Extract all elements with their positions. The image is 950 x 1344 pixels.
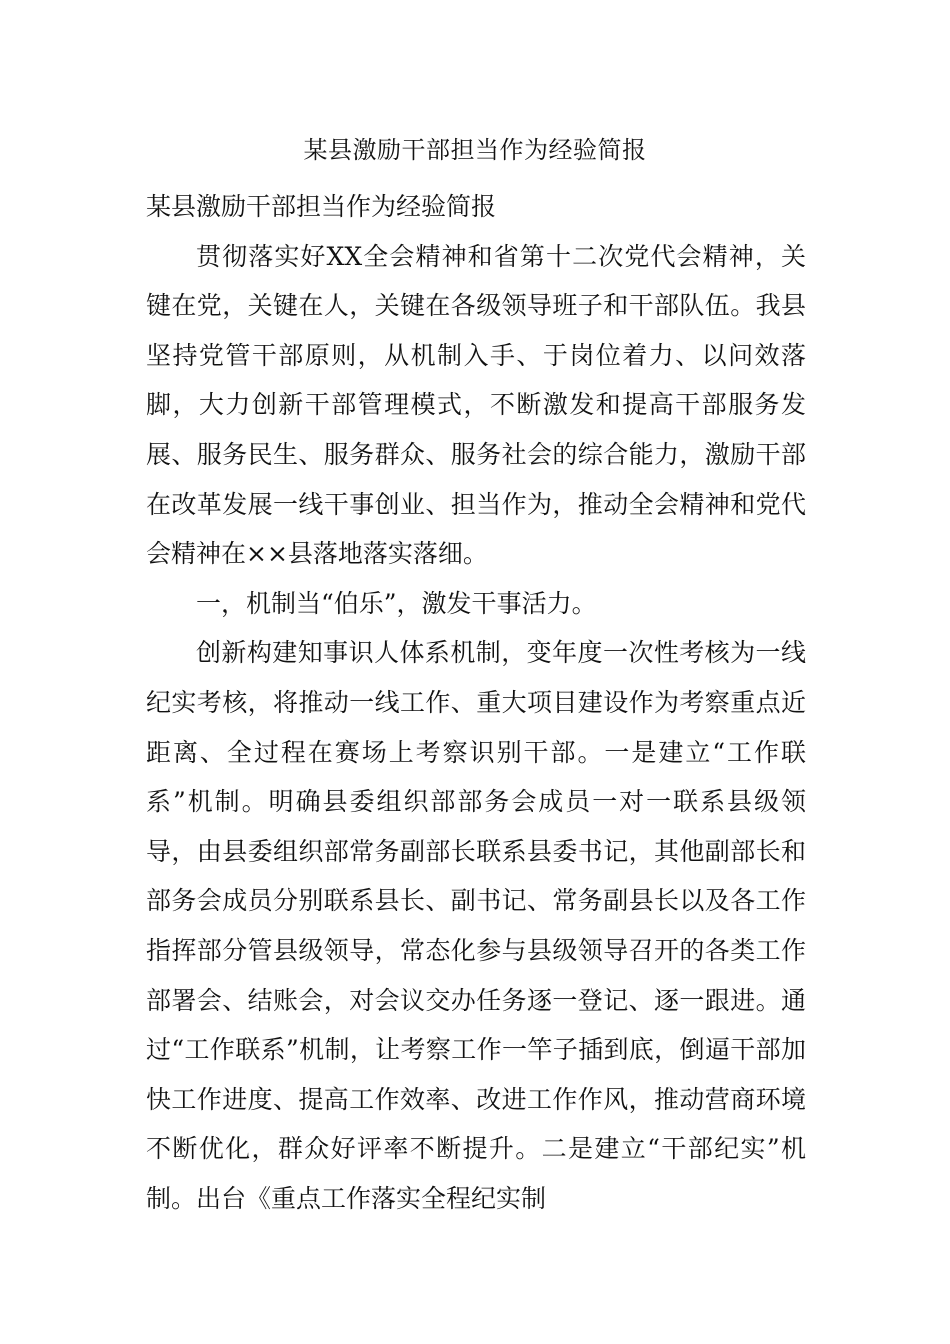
document-body (146, 182, 806, 1223)
paragraph-section-1: 创新构建知事识人体系机制，变年度一次性考核为一线纪实考核，将推动一线工作、重大项目建设作为考察重点近距离、全过程在赛场上考察识别干部。一是建立“工作联系”机制。明确县委组织部部务会成员一对一联系县级领导，由县委组织部常务副部长联系县委书记，其他副部长和部务会成员分别联系县长、副书记、常务副县长以及各工作指挥部分管县级领导，常态化参与县级领导召开的各类工作部署会、结账会，对会议交办任务逐一登记、逐一跟进。通过“工作联系”机制，让考察工作一竿子插到底，倒逼干部加快工作进度、提高工作效率、改进工作作风，推动营商环境不断优化，群众好评率不断提升。二是建立“干部纪实”机制。出台《重点工作落实全程纪实制 (146, 638, 806, 1213)
paragraph-intro: 贯彻落实好XX全会精神和省第十二次党代会精神，关键在党，关键在人，关键在各级领导班子和干部队伍。我县坚持党管干部原则，从机制入手、于岗位着力、以问效落脚，大力创新干部管理模式，不断激发和提高干部服务发展、服务民生、服务群众、服务社会的综合能力，激励干部在改革发展一线干事创业、担当作为，推动全会精神和党代会精神在××县落地落实落细。 (146, 241, 806, 569)
document-title: 某县激励干部担当作为经验简报 (303, 136, 647, 164)
section-heading-1: 一，机制当“伯乐”，激发干事活力。 (196, 588, 597, 618)
document-subtitle: 某县激励干部担当作为经验简报 (146, 192, 497, 221)
